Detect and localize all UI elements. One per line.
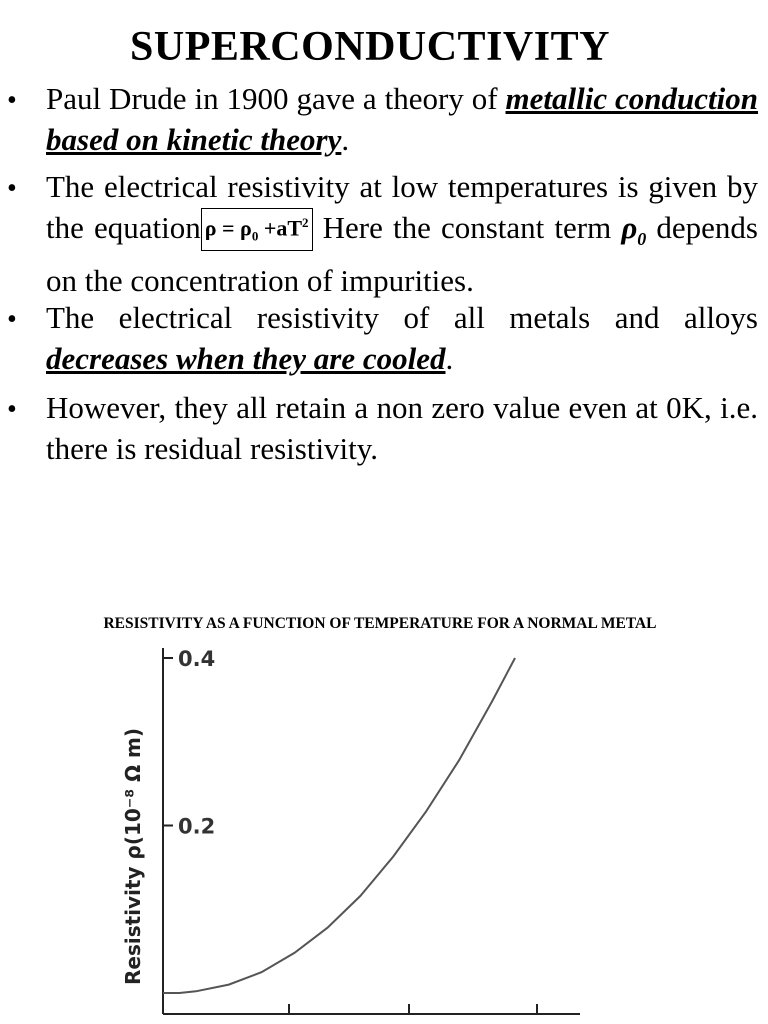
page-title: SUPERCONDUCTIVITY (130, 24, 610, 70)
equation-superscript: 2 (302, 214, 309, 230)
bullet-text: The electrical resistivity at low temperatures is given by the equation (46, 169, 758, 245)
bullet-marker: • (7, 394, 17, 425)
rho-subscript: 0 (637, 229, 647, 250)
bullet-text: Here the constant term (312, 210, 622, 245)
bullet-text: However, they all retain a non zero value even at 0K, i.e. there is residual resistivity. (46, 390, 758, 466)
bullet-marker: • (7, 85, 17, 116)
bullet-text: . (445, 341, 454, 376)
equation-part: ρ = ρ (204, 215, 252, 240)
bullet-text: The electrical resistivity of all metals and alloys (46, 300, 758, 335)
bullet-marker: • (7, 173, 17, 204)
chart-title: RESISTIVITY AS A FUNCTION OF TEMPERATURE FOR A NORMAL METAL (103, 615, 657, 632)
y-tick-label: 0.2 (178, 814, 216, 839)
bullet-text: . (341, 122, 350, 157)
emphasis-text: decreases when they are cooled (46, 341, 446, 376)
equation-part: +aT (258, 215, 303, 240)
bullet-text: Paul Drude in 1900 gave a theory of (46, 81, 506, 116)
bullet-text: depends on the concentration of impurities. (46, 210, 758, 299)
equation-subscript: 0 (251, 228, 259, 244)
y-tick-label: 0.4 (178, 647, 216, 671)
emphasis-text: metallic conduction based on kinetic theory (46, 81, 758, 157)
rho-symbol: ρ (621, 210, 638, 245)
bullet-marker: • (7, 304, 17, 335)
y-axis-label: Resistivity ρ(10⁻⁸ Ω m) (121, 727, 145, 985)
resistivity-curve (163, 658, 515, 993)
